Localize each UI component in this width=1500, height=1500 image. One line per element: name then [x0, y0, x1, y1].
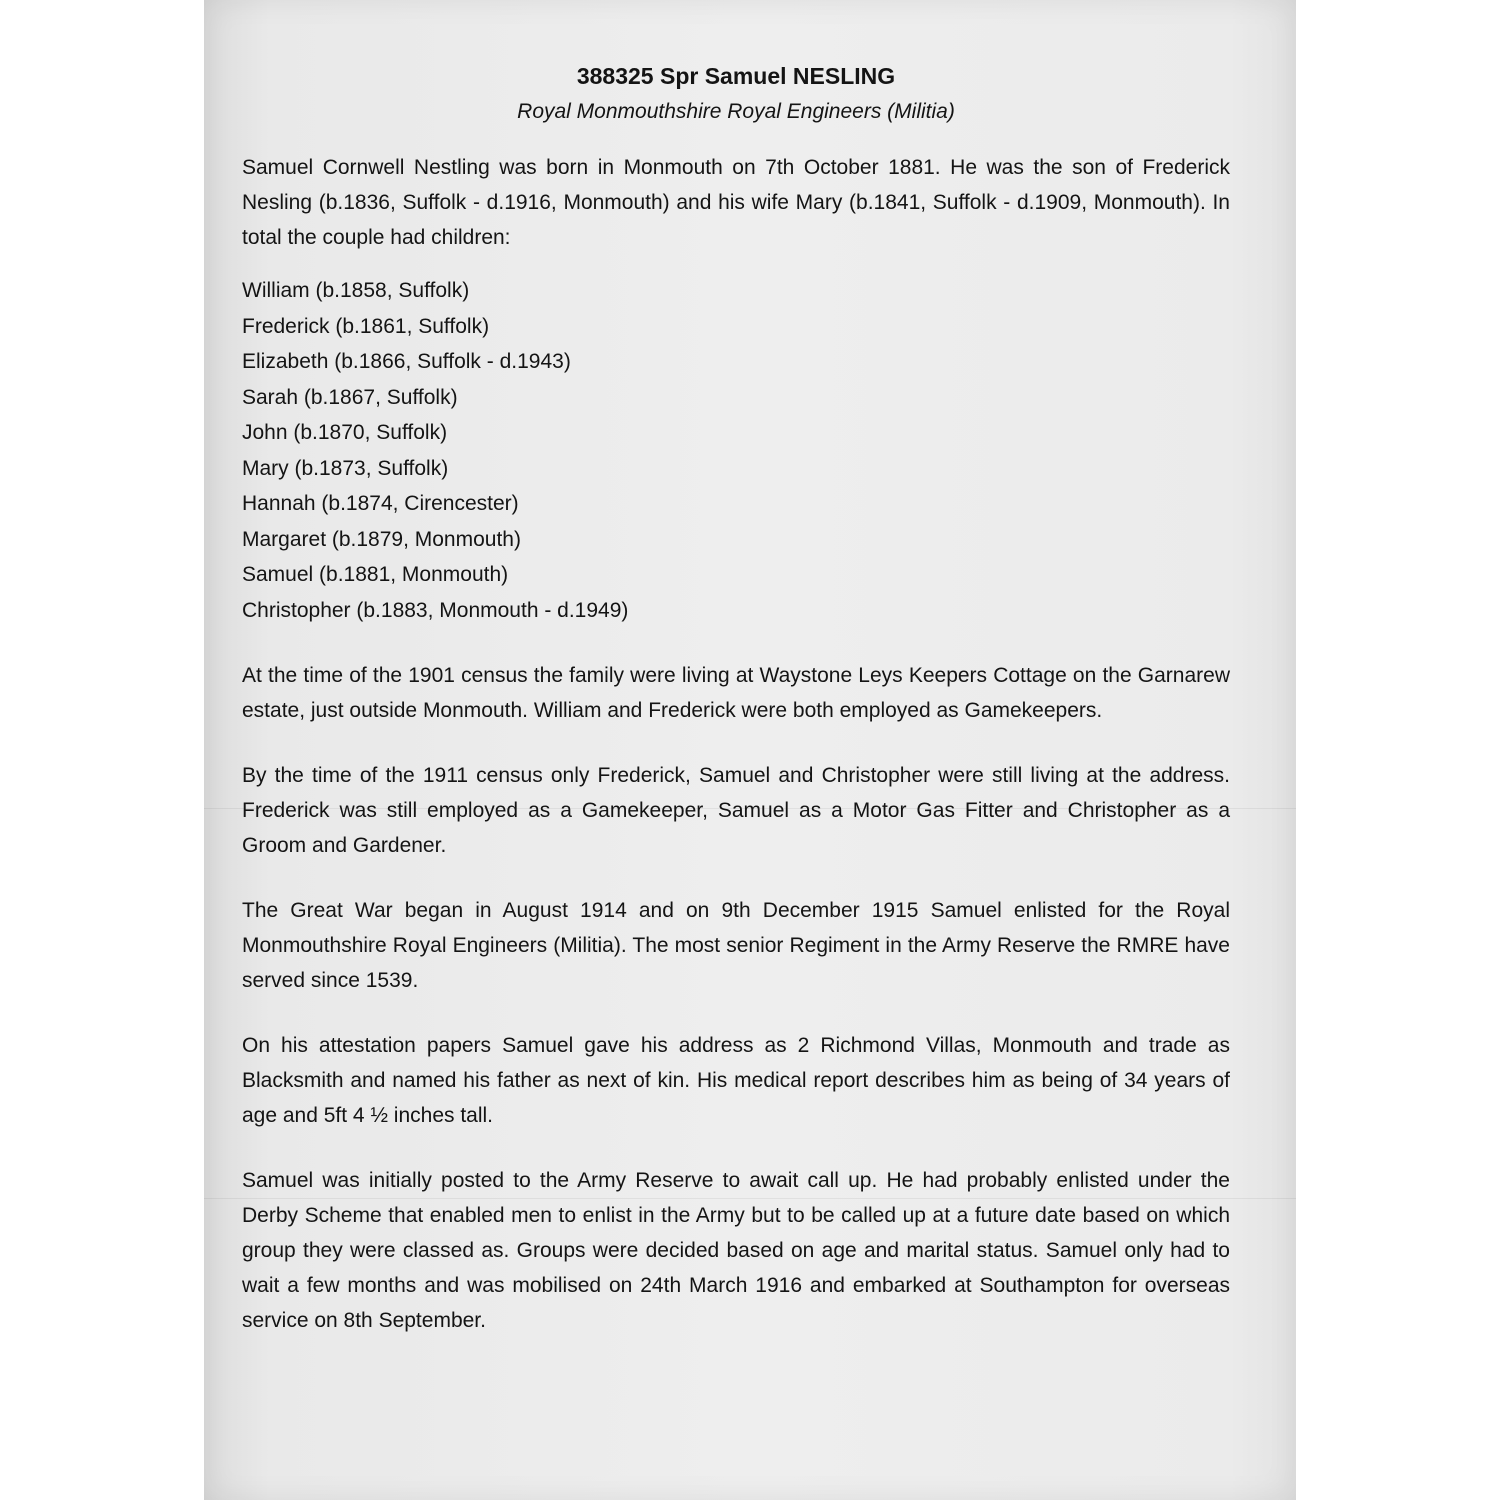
list-item: Elizabeth (b.1866, Suffolk - d.1943)	[242, 350, 571, 373]
document-title: 388325 Spr Samuel NESLING	[576, 63, 896, 89]
census-1901-paragraph: At the time of the 1901 census the family were living at Waystone Leys Keepers Cottage on the Garnarew estate, just outside Monmouth. William and Frederick were both employed as Gamekeepers.	[242, 664, 1230, 722]
list-item: Samuel (b.1881, Monmouth)	[242, 563, 509, 586]
paper-sheet	[204, 0, 1296, 1500]
list-item: Mary (b.1873, Suffolk)	[242, 456, 449, 480]
children-list	[242, 273, 1230, 628]
census-1911-paragraph: By the time of the 1911 census only Frederick, Samuel and Christopher were still living at the address. Frederick was still employed as a Gamekeeper, Samuel as a Motor Gas Fitter and Christopher as a Groom and Gardener.	[242, 764, 1230, 857]
mobilisation-paragraph: Samuel was initially posted to the Army Reserve to await call up. He had probably enlisted under the Derby Scheme that enabled men to enlist in the Army but to be called up at a future date based on which group they were classed as. Groups were decided based on age and marital status. Samuel only had to wait a few months and was mobilised on 24th March 1916 and embarked at Southampton for overseas service on 8th September.	[242, 1169, 1230, 1332]
list-item: John (b.1870, Suffolk)	[242, 421, 448, 444]
list-item: Margaret (b.1879, Monmouth)	[242, 527, 521, 551]
enlistment-paragraph: The Great War began in August 1914 and on 9th December 1915 Samuel enlisted for the Royal Monmouthshire Royal Engineers (Militia). The most senior Regiment in the Army Reserve the RMRE have served since 1539.	[242, 899, 1230, 992]
list-item: Frederick (b.1861, Suffolk)	[242, 314, 490, 338]
list-item: Christopher (b.1883, Monmouth - d.1949)	[242, 598, 629, 622]
document-body	[242, 60, 1230, 1338]
document-subtitle: Royal Monmouthshire Royal Engineers (Militia)	[517, 100, 955, 123]
list-item: William (b.1858, Suffolk)	[242, 279, 470, 302]
list-item: Hannah (b.1874, Cirencester)	[242, 492, 519, 515]
list-item: Sarah (b.1867, Suffolk)	[242, 385, 458, 409]
attestation-paragraph: On his attestation papers Samuel gave his address as 2 Richmond Villas, Monmouth and trade as Blacksmith and named his father as next of kin. His medical report describes him as being of 34 years of age and 5ft 4 ½ inches tall.	[242, 1034, 1230, 1127]
intro-paragraph: Samuel Cornwell Nestling was born in Monmouth on 7th October 1881. He was the son of Frederick Nesling (b.1836, Suffolk - d.1916, Monmouth) and his wife Mary (b.1841, Suffolk - d.1909, Monmouth). In total the couple had children:	[242, 156, 1230, 249]
